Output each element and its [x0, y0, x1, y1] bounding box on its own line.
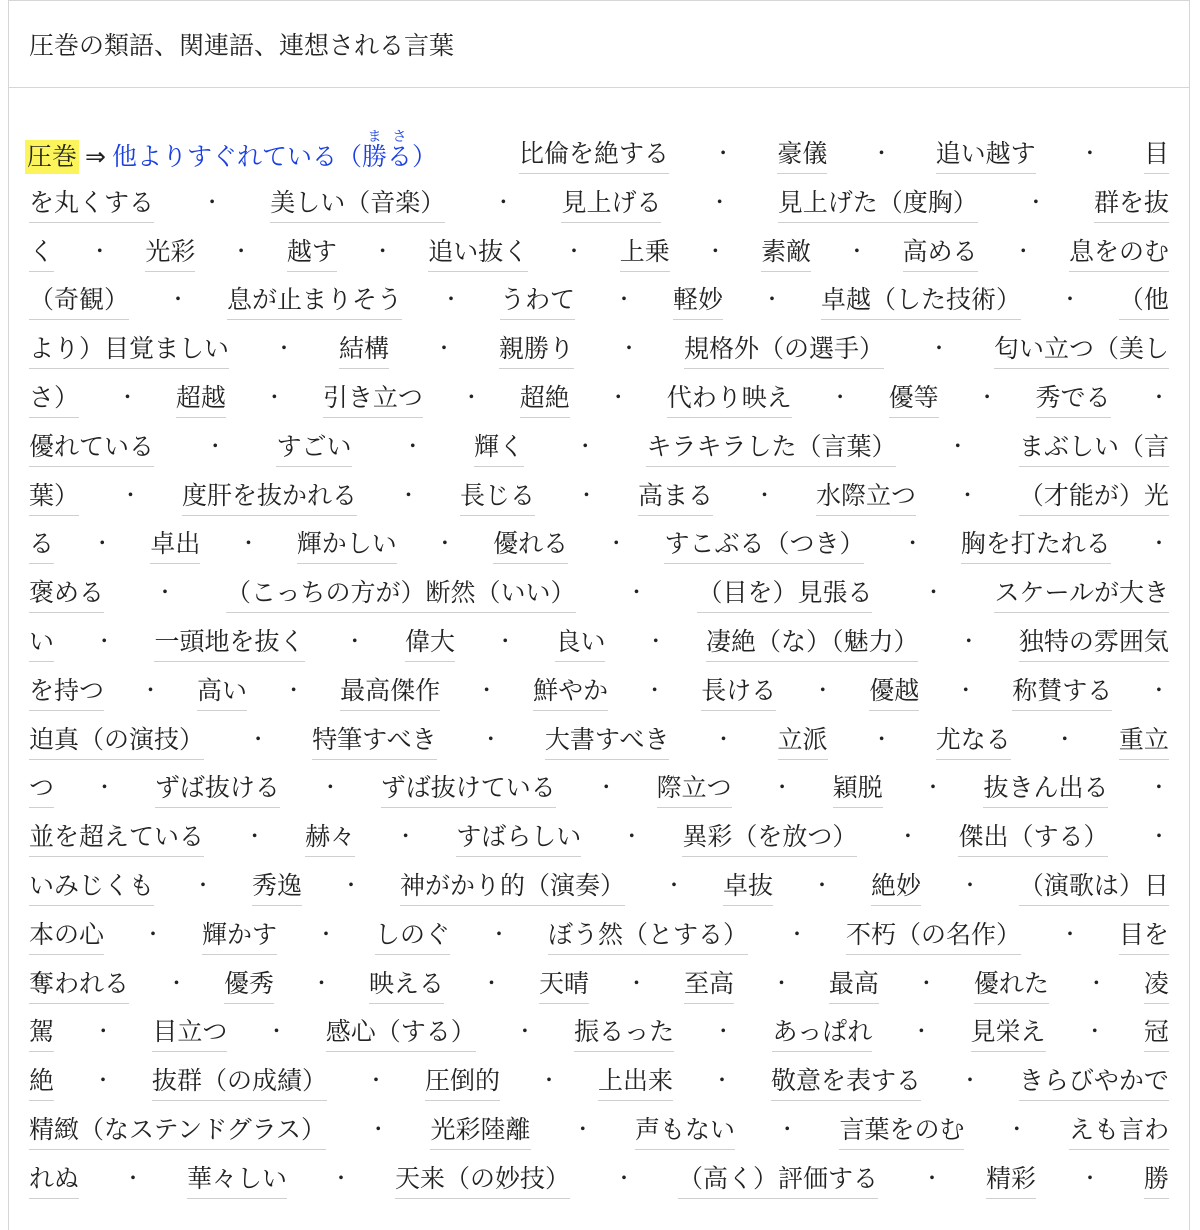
separator-dot: ・ [846, 238, 867, 263]
related-word-link[interactable]: 映える [369, 967, 444, 1004]
separator-dot: ・ [283, 677, 304, 702]
related-word-link[interactable]: 優秀 [224, 967, 274, 1004]
separator-dot: ・ [320, 775, 341, 800]
separator-dot: ・ [754, 482, 775, 507]
separator-dot: ・ [89, 238, 110, 263]
separator-dot: ・ [928, 336, 949, 361]
separator-dot: ・ [480, 726, 501, 751]
related-word-link[interactable]: 息が止まりそう [227, 283, 402, 320]
page-title: 圧巻の類語、関連語、連想される言葉 [29, 31, 455, 60]
separator-dot: ・ [771, 970, 792, 995]
separator-dot: ・ [344, 629, 365, 653]
word-line [29, 870, 1169, 906]
related-word-link[interactable]: 群を抜 [1094, 186, 1169, 223]
separator-dot: ・ [786, 921, 807, 946]
related-word-link[interactable]: 重立 [1119, 723, 1169, 760]
separator-dot: ・ [761, 287, 782, 312]
related-word-link[interactable]: 息をのむ [1069, 235, 1169, 272]
separator-dot: ・ [1054, 726, 1075, 751]
headword: 圧巻 [25, 140, 79, 174]
content-panel [8, 0, 1190, 1230]
related-word-link[interactable]: （こっちの方が）断然（いい） [226, 576, 576, 613]
related-word-link[interactable]: 超絶 [520, 381, 570, 418]
separator-dot: ・ [663, 873, 684, 897]
related-word-link[interactable]: 最高 [829, 967, 879, 1004]
separator-dot: ・ [576, 482, 597, 507]
related-word-link[interactable]: 抜群（の成績） [152, 1064, 327, 1101]
related-word-link[interactable]: すこぶる（つき） [664, 527, 864, 564]
separator-dot: ・ [372, 238, 393, 263]
word-line [29, 382, 1169, 418]
related-word-link[interactable]: 特筆すべき [312, 723, 437, 760]
word-line [29, 772, 1169, 808]
separator-dot: ・ [1059, 287, 1080, 312]
separator-dot: ・ [621, 824, 642, 849]
separator-dot: ・ [709, 189, 730, 214]
related-word-link[interactable]: 長じる [460, 479, 535, 516]
related-word-link[interactable]: 奪われる [29, 967, 129, 1004]
meaning-ruby [361, 129, 412, 171]
related-word-link[interactable]: あっぱれ [772, 1015, 872, 1052]
related-word-link[interactable]: すごい [276, 430, 351, 467]
separator-dot: ・ [713, 1019, 734, 1044]
related-word-link[interactable]: ぼう然（とする） [548, 918, 748, 955]
separator-dot: ・ [398, 482, 419, 507]
related-word-link[interactable]: 優等 [889, 381, 939, 418]
separator-dot: ・ [1006, 1117, 1027, 1141]
related-word-link[interactable]: 卓越（した技術） [821, 283, 1021, 320]
separator-dot: ・ [205, 433, 226, 458]
related-word-link[interactable]: 輝かす [202, 918, 277, 955]
separator-dot: ・ [1149, 385, 1169, 409]
related-word-link[interactable]: 上乗 [620, 235, 670, 272]
ruby-base: 勝る [361, 142, 412, 171]
separator-dot: ・ [947, 433, 968, 458]
related-word-link[interactable]: 長ける [701, 674, 776, 711]
related-word-link[interactable]: れぬ [29, 1162, 79, 1199]
separator-dot: ・ [957, 482, 978, 507]
related-word-link[interactable]: 並を超えている [29, 820, 204, 857]
related-word-link[interactable]: 匂い立つ（美し [994, 332, 1169, 369]
separator-dot: ・ [608, 385, 629, 409]
separator-dot: ・ [168, 287, 188, 312]
related-word-link[interactable]: （他 [1119, 283, 1169, 320]
related-word-link[interactable]: 高まる [638, 479, 713, 516]
separator-dot: ・ [921, 1165, 942, 1190]
separator-dot: ・ [902, 531, 923, 556]
related-word-link[interactable]: 目立つ [152, 1015, 227, 1052]
separator-dot: ・ [193, 873, 213, 897]
related-word-link[interactable]: さ） [29, 381, 79, 418]
word-line [29, 968, 1169, 1004]
word-line [29, 187, 1169, 223]
related-word-link[interactable]: 穎脱 [833, 771, 883, 808]
related-word-link[interactable]: 結構 [339, 332, 389, 369]
related-word-link[interactable]: 凄絶（な）（魅力） [706, 625, 919, 662]
separator-dot: ・ [713, 141, 734, 165]
related-word-link[interactable]: 見上げる [561, 186, 661, 223]
related-word-link[interactable]: （目を）見張る [697, 576, 872, 613]
separator-dot: ・ [538, 1068, 559, 1093]
separator-dot: ・ [123, 1165, 143, 1190]
related-word-link[interactable]: 尤なる [936, 723, 1011, 760]
related-word-link[interactable]: キラキラした（言葉） [646, 430, 896, 467]
separator-dot: ・ [572, 1117, 593, 1141]
related-word-link[interactable]: 超越 [176, 381, 226, 418]
separator-dot: ・ [812, 677, 833, 702]
related-word-link[interactable]: 軽妙 [673, 283, 723, 320]
related-word-link[interactable]: 胸を打たれる [961, 527, 1111, 564]
separator-dot: ・ [923, 775, 944, 800]
separator-dot: ・ [440, 287, 461, 312]
separator-dot: ・ [461, 385, 482, 409]
related-word-link[interactable]: 見栄え [971, 1015, 1046, 1052]
related-word-link[interactable]: 葉） [29, 479, 79, 516]
related-word-link[interactable]: を丸くする [29, 186, 154, 223]
related-word-link[interactable]: 輝く [474, 430, 524, 467]
related-word-link[interactable]: 精緻（なステンドグラス） [29, 1113, 326, 1150]
separator-dot: ・ [772, 775, 793, 800]
headword-meaning[interactable] [112, 129, 437, 174]
word-line [29, 284, 1169, 320]
separator-dot: ・ [916, 970, 937, 995]
related-word-link[interactable]: 目を [1119, 918, 1169, 955]
word-line [29, 236, 1169, 272]
word-line [29, 528, 1169, 564]
separator-dot: ・ [711, 1068, 732, 1093]
separator-dot: ・ [514, 1019, 535, 1044]
related-word-link[interactable]: 光彩 [145, 235, 195, 272]
related-word-link[interactable]: 圧倒的 [425, 1064, 500, 1101]
separator-dot: ・ [231, 238, 252, 263]
related-word-link[interactable]: 光彩陸離 [430, 1113, 530, 1150]
related-word-link[interactable]: 度肝を抜かれる [182, 479, 357, 516]
related-word-link[interactable]: 天晴 [539, 967, 589, 1004]
separator-dot: ・ [871, 726, 892, 751]
related-word-link[interactable]: 美しい（音楽） [270, 186, 445, 223]
separator-dot: ・ [476, 677, 497, 702]
separator-dot: ・ [94, 629, 115, 653]
related-word-link[interactable]: 見上げた（度胸） [778, 186, 978, 223]
related-word-link[interactable]: 秀でる [1036, 381, 1111, 418]
related-word-link[interactable]: 至高 [684, 967, 734, 1004]
separator-dot: ・ [596, 775, 617, 800]
separator-dot: ・ [897, 824, 918, 849]
related-word-link[interactable]: より）目覚ましい [29, 332, 229, 369]
related-word-link[interactable]: 最高傑作 [340, 674, 440, 711]
related-word-link[interactable]: 鮮やか [533, 674, 608, 711]
separator-dot: ・ [238, 531, 259, 556]
related-word-link[interactable]: まぶしい（言 [1019, 430, 1169, 467]
related-word-link[interactable]: 豪儀 [777, 137, 827, 174]
separator-dot: ・ [911, 1019, 932, 1044]
related-word-link[interactable]: （才能が）光 [1019, 479, 1169, 516]
related-word-link[interactable]: （演歌は）日 [1019, 869, 1169, 906]
separator-dot: ・ [1013, 238, 1034, 263]
meaning-text: 他よりすぐれている（ [111, 142, 362, 171]
separator-dot: ・ [713, 726, 734, 751]
related-word-link[interactable]: 華々しい [187, 1162, 287, 1199]
word-line [519, 138, 1169, 174]
separator-dot: ・ [94, 775, 115, 800]
separator-dot: ・ [92, 531, 113, 556]
separator-dot: ・ [117, 385, 138, 409]
related-word-link[interactable]: 天来（の妙技） [395, 1162, 570, 1199]
word-line [29, 1065, 1169, 1101]
separator-dot: ・ [1148, 775, 1169, 800]
separator-dot: ・ [1148, 677, 1169, 702]
related-word-link[interactable]: 卓出 [150, 527, 200, 564]
separator-dot: ・ [395, 824, 416, 849]
separator-dot: ・ [871, 141, 892, 165]
separator-dot: ・ [93, 1019, 114, 1044]
separator-dot: ・ [1149, 824, 1169, 849]
related-word-link[interactable]: えも言わ [1069, 1113, 1169, 1150]
related-word-link[interactable]: 赫々 [305, 820, 355, 857]
separator-dot: ・ [626, 580, 647, 605]
related-word-link[interactable]: 迫真（の演技） [29, 723, 204, 760]
separator-dot: ・ [645, 629, 666, 653]
word-line [29, 1114, 1169, 1150]
separator-dot: ・ [575, 433, 596, 458]
separator-dot: ・ [315, 921, 336, 946]
arrow-icon: ⇒ [85, 142, 106, 171]
word-line [29, 1163, 1169, 1199]
separator-dot: ・ [644, 677, 665, 702]
separator-dot: ・ [264, 385, 285, 409]
related-word-link[interactable]: （奇観） [29, 283, 129, 320]
related-word-link[interactable]: 上出来 [598, 1064, 673, 1101]
related-word-link[interactable]: 優れた [974, 967, 1049, 1004]
word-line [29, 919, 1169, 955]
word-line [29, 1016, 1169, 1052]
related-word-link[interactable]: 卓抜 [723, 869, 773, 906]
separator-dot: ・ [311, 970, 332, 995]
related-word-link[interactable]: いみじくも [29, 869, 154, 906]
related-word-link[interactable]: 立派 [778, 723, 828, 760]
separator-dot: ・ [244, 824, 265, 849]
related-word-link[interactable]: 優れる [493, 527, 568, 564]
separator-dot: ・ [606, 531, 627, 556]
word-line [29, 724, 1169, 760]
ruby-reading: まさ [361, 129, 412, 145]
separator-dot: ・ [365, 1068, 386, 1093]
related-word-link[interactable]: 声もない [635, 1113, 735, 1150]
related-word-link[interactable]: 代わり映え [667, 381, 792, 418]
word-line [29, 821, 1169, 857]
related-word-link[interactable]: 称賛する [1012, 674, 1112, 711]
separator-dot: ・ [493, 189, 514, 214]
separator-dot: ・ [202, 189, 223, 214]
separator-dot: ・ [1079, 1165, 1100, 1190]
related-word-link[interactable]: い [29, 625, 54, 662]
related-word-link[interactable]: すばらしい [456, 820, 581, 857]
related-word-link[interactable]: うわて [500, 283, 575, 320]
related-word-link[interactable]: 偉大 [405, 625, 455, 662]
separator-dot: ・ [433, 336, 454, 361]
related-word-link[interactable]: 良い [555, 625, 605, 662]
separator-dot: ・ [155, 580, 175, 605]
separator-dot: ・ [563, 238, 584, 263]
related-word-link[interactable]: 絶妙 [871, 869, 921, 906]
related-word-link[interactable]: 優れている [29, 430, 154, 467]
related-word-link[interactable]: 敬意を表する [771, 1064, 921, 1101]
separator-dot: ・ [1086, 970, 1107, 995]
separator-dot: ・ [1148, 531, 1169, 556]
related-word-link[interactable]: 大書すべき [545, 723, 670, 760]
separator-dot: ・ [488, 921, 509, 946]
separator-dot: ・ [613, 287, 634, 312]
word-line [29, 480, 1169, 516]
related-word-link[interactable]: ずば抜ける [155, 771, 280, 808]
separator-dot: ・ [1079, 141, 1100, 165]
related-word-link[interactable]: 高い [197, 674, 247, 711]
separator-dot: ・ [140, 677, 161, 702]
word-line [29, 431, 1169, 467]
related-word-link[interactable]: ずば抜けている [381, 771, 556, 808]
separator-dot: ・ [923, 580, 944, 605]
related-word-link[interactable]: （高く）評価する [678, 1162, 878, 1199]
related-word-link[interactable]: しのぐ [375, 918, 450, 955]
related-word-link[interactable]: 追い抜く [428, 235, 528, 272]
related-word-link[interactable]: 不朽（の名作） [846, 918, 1021, 955]
related-word-link[interactable]: 精彩 [986, 1162, 1036, 1199]
separator-dot: ・ [93, 1068, 113, 1093]
separator-dot: ・ [166, 970, 187, 995]
related-word-link[interactable]: 本の心 [29, 918, 104, 955]
related-word-link[interactable]: 独特の雰囲気 [1019, 625, 1169, 662]
related-word-link[interactable]: 一頭地を抜く [154, 625, 304, 662]
separator-dot: ・ [777, 1117, 798, 1141]
separator-dot: ・ [481, 970, 502, 995]
related-word-link[interactable]: 水際立つ [816, 479, 916, 516]
related-word-link[interactable]: 褒める [29, 576, 104, 613]
related-word-link[interactable]: 異彩（を放つ） [682, 820, 857, 857]
separator-dot: ・ [495, 629, 516, 653]
related-word-link[interactable]: 勝 [1144, 1162, 1169, 1199]
headword-line [25, 129, 438, 174]
related-word-link[interactable]: 駕 [29, 1015, 54, 1052]
separator-dot: ・ [368, 1117, 389, 1141]
related-word-link[interactable]: 冠 [1144, 1015, 1169, 1052]
separator-dot: ・ [330, 1165, 351, 1190]
related-word-link[interactable]: 感心（する） [326, 1015, 476, 1052]
word-line [29, 675, 1169, 711]
related-word-link[interactable]: つ [29, 771, 54, 808]
related-word-link[interactable]: く [29, 235, 54, 272]
page-header [9, 0, 1189, 88]
separator-dot: ・ [977, 385, 998, 409]
word-line [29, 577, 1169, 613]
related-word-link[interactable]: 傑出（する） [958, 820, 1108, 857]
related-word-link[interactable]: 凌 [1144, 967, 1169, 1004]
related-word-link[interactable]: スケールが大き [994, 576, 1169, 613]
related-word-link[interactable]: 比倫を絶する [519, 137, 669, 174]
separator-dot: ・ [626, 970, 647, 995]
related-word-link[interactable]: を持つ [29, 674, 104, 711]
word-line [29, 333, 1169, 369]
related-word-link[interactable]: 素敵 [761, 235, 811, 272]
related-word-link[interactable]: 高める [903, 235, 978, 272]
related-word-link[interactable]: 越す [287, 235, 337, 272]
related-word-link[interactable]: 優越 [869, 674, 919, 711]
related-word-link[interactable]: 目 [1144, 137, 1169, 174]
related-word-link[interactable]: 秀逸 [252, 869, 302, 906]
separator-dot: ・ [1084, 1019, 1105, 1044]
separator-dot: ・ [266, 1019, 287, 1044]
related-word-link[interactable]: 引き立つ [323, 381, 423, 418]
separator-dot: ・ [830, 385, 851, 409]
separator-dot: ・ [613, 1165, 634, 1190]
meaning-close: ） [412, 142, 438, 171]
separator-dot: ・ [705, 238, 726, 263]
related-word-link[interactable]: 親勝り [499, 332, 574, 369]
separator-dot: ・ [1059, 921, 1080, 946]
related-word-link[interactable]: 抜きん出る [983, 771, 1108, 808]
separator-dot: ・ [958, 629, 979, 653]
related-word-link[interactable]: きらびやかで [1019, 1064, 1169, 1101]
related-word-link[interactable]: 言葉をのむ [839, 1113, 964, 1150]
separator-dot: ・ [274, 336, 294, 361]
separator-dot: ・ [811, 873, 832, 897]
separator-dot: ・ [618, 336, 639, 361]
related-word-link[interactable]: 際立つ [657, 771, 732, 808]
separator-dot: ・ [143, 921, 163, 946]
separator-dot: ・ [955, 677, 976, 702]
separator-dot: ・ [248, 726, 269, 751]
related-word-link[interactable]: 追い越す [936, 137, 1036, 174]
word-line [29, 626, 1169, 662]
related-word-link[interactable]: 規格外（の選手） [684, 332, 884, 369]
related-word-link[interactable]: る [29, 527, 54, 564]
separator-dot: ・ [340, 873, 361, 897]
separator-dot: ・ [959, 873, 980, 897]
separator-dot: ・ [402, 433, 423, 458]
related-word-link[interactable]: 神がかり的（演奏） [400, 869, 625, 906]
related-word-link[interactable]: 振るった [574, 1015, 674, 1052]
related-word-link[interactable]: 輝かしい [297, 527, 397, 564]
separator-dot: ・ [1025, 189, 1046, 214]
related-word-link[interactable]: 絶 [29, 1064, 54, 1101]
separator-dot: ・ [434, 531, 455, 556]
separator-dot: ・ [120, 482, 141, 507]
separator-dot: ・ [959, 1068, 980, 1093]
